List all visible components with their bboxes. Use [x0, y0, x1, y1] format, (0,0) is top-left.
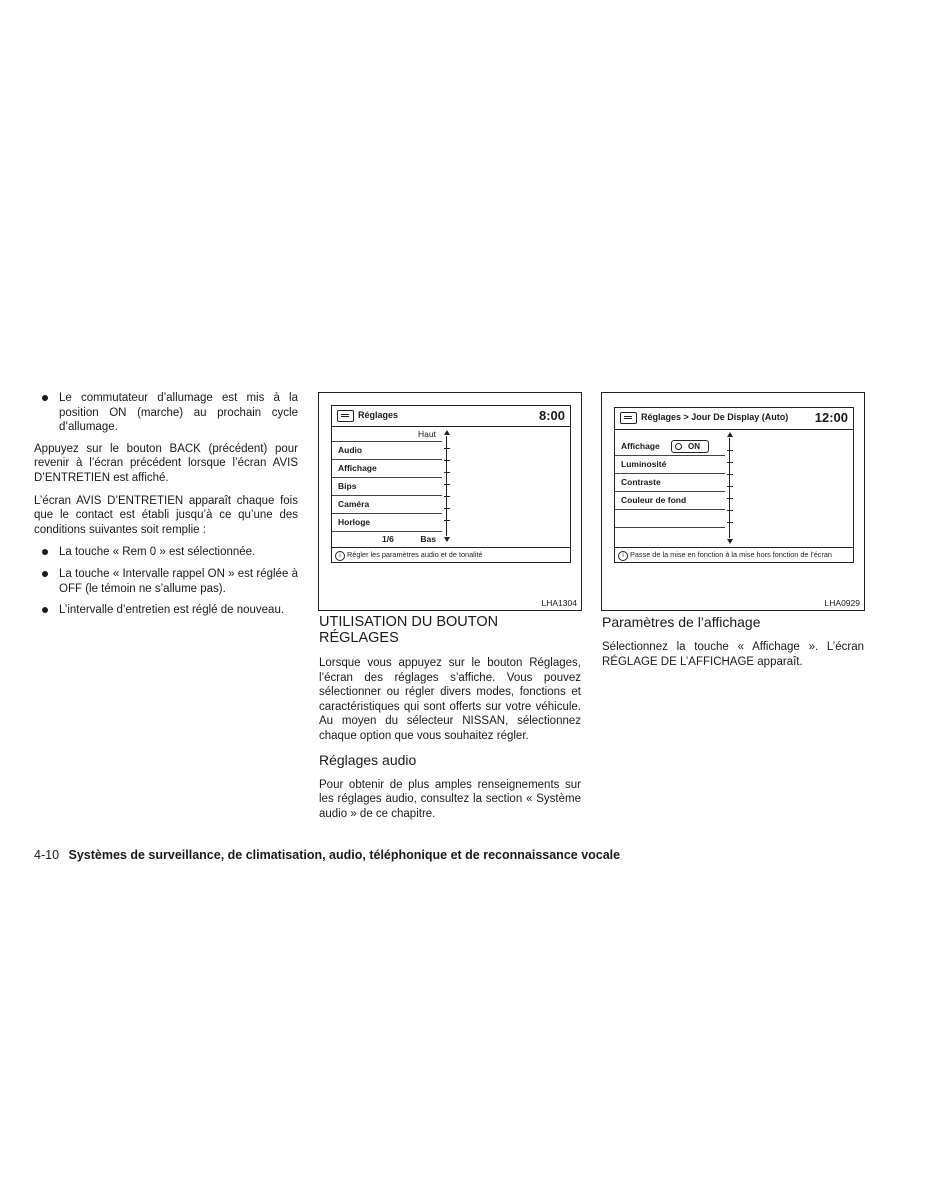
menu-item-display	[615, 438, 725, 456]
bullet-icon	[42, 607, 48, 613]
back-icon	[620, 412, 637, 424]
display-menu	[615, 438, 725, 528]
paragraph: Lorsque vous appuyez sur le bouton Réglages, l’écran des réglages s’affiche. Vous pouvez sélectionner ou régler divers modes, fonctions et caractéristiques qui sont offerts sur votre véhicule. Au moyen du sélecteur NISSAN, sélectionnez chaque option que vous souhaitez régler.	[319, 657, 581, 742]
menu-item-beeps: Bips	[332, 478, 442, 496]
clock: 12:00	[814, 410, 848, 425]
right-column	[602, 614, 864, 677]
screen-title: Réglages > Jour De Display (Auto)	[641, 412, 789, 422]
paragraph: L’écran AVIS D’ENTRETIEN apparaît chaque fois que le contact est établi jusqu’à ce qu’une des conditions suivantes soit remplie :	[34, 494, 298, 536]
menu-item-display: Affichage	[332, 460, 442, 478]
bullet-text: La touche « Intervalle rappel ON » est réglée à OFF (le témoin ne s’allume pas).	[59, 567, 298, 595]
arrow-down-icon	[444, 537, 450, 542]
arrow-up-icon	[727, 432, 733, 437]
clock: 8:00	[538, 408, 565, 423]
display-toggle	[671, 440, 709, 453]
menu-down-label: Bas	[420, 534, 436, 544]
back-icon	[337, 410, 354, 422]
menu-item-empty	[615, 510, 725, 528]
info-bar	[332, 547, 570, 562]
menu-item-label: Affichage	[621, 441, 660, 451]
bullet-text: L’intervalle d’entretien est réglé de nouveau.	[59, 604, 285, 617]
paragraph: Sélectionnez la touche « Affichage ». L’écran RÉGLAGE DE L’AFFICHAGE apparaît.	[602, 641, 864, 668]
figure-code: LHA0929	[824, 598, 860, 608]
toggle-indicator-icon	[675, 443, 682, 450]
screen-title: Réglages	[358, 410, 399, 420]
info-icon: i	[618, 551, 628, 561]
list-item	[34, 391, 298, 435]
page-number: 4-10	[34, 848, 60, 862]
info-icon: i	[335, 551, 345, 561]
middle-column	[319, 614, 581, 829]
menu-item-clock: Horloge	[332, 514, 442, 532]
toggle-value: ON	[688, 442, 700, 451]
screen-header	[332, 406, 570, 427]
menu-item-audio: Audio	[332, 442, 442, 460]
screen-display	[331, 405, 571, 563]
scroll-indicator	[727, 432, 733, 544]
menu-item-contrast: Contraste	[615, 474, 725, 492]
info-text: Régler les paramètres audio et de tonalité	[347, 550, 483, 559]
bullet-icon	[42, 549, 48, 555]
menu-item-brightness: Luminosité	[615, 456, 725, 474]
list-item	[34, 603, 298, 618]
arrow-up-icon	[444, 430, 450, 435]
figure-settings-screen	[318, 392, 582, 611]
screen-header	[615, 408, 853, 430]
chapter-title: Systèmes de surveillance, de climatisation, audio, téléphonique et de reconnaissance vocale	[68, 848, 621, 862]
list-item	[34, 545, 298, 560]
info-text: Passe de la mise en fonction à la mise hors fonction de l’écran	[630, 550, 832, 559]
figure-display-screen	[601, 392, 865, 611]
figure-code: LHA1304	[541, 598, 577, 608]
menu-footer	[332, 532, 442, 546]
bullet-text: La touche « Rem 0 » est sélectionnée.	[59, 546, 256, 559]
subsection-heading: Réglages audio	[319, 751, 417, 768]
section-heading: Paramètres de l’affichage	[602, 614, 761, 630]
bullet-icon	[42, 571, 48, 577]
info-bar	[615, 547, 853, 562]
bullet-icon	[42, 395, 48, 401]
menu-up-label: Haut	[332, 427, 442, 442]
list-item	[34, 567, 298, 596]
scroll-indicator	[444, 430, 450, 542]
left-column	[34, 391, 298, 625]
screen-display	[614, 407, 854, 563]
bullet-text: Le commutateur d’allumage est mis à la position ON (marche) au prochain cycle d’allumage.	[59, 392, 298, 434]
page-footer	[34, 848, 620, 862]
arrow-down-icon	[727, 539, 733, 544]
section-heading: UTILISATION DU BOUTON RÉGLAGES	[319, 614, 499, 646]
page-indicator: 1/6	[382, 534, 394, 544]
menu-item-camera: Caméra	[332, 496, 442, 514]
paragraph: Appuyez sur le bouton BACK (précédent) pour revenir à l’écran précédent lorsque l’écran AVIS D’ENTRETIEN est affiché.	[34, 442, 298, 484]
paragraph: Pour obtenir de plus amples renseignements sur les réglages audio, consultez la section « Système audio » de ce chapitre.	[319, 778, 581, 820]
menu-item-background-color: Couleur de fond	[615, 492, 725, 510]
settings-menu	[332, 427, 442, 546]
